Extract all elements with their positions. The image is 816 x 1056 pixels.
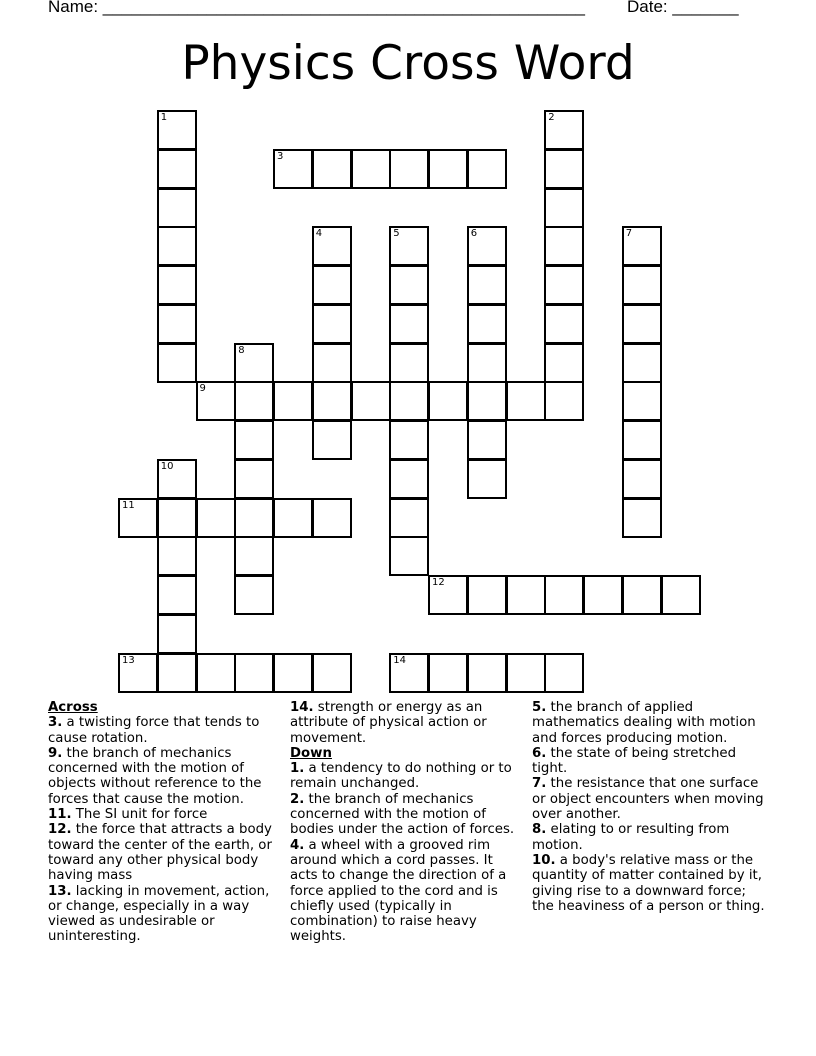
- grid-cell[interactable]: [273, 381, 313, 421]
- grid-cell[interactable]: [273, 149, 313, 189]
- grid-cell[interactable]: [506, 381, 546, 421]
- grid-cell[interactable]: [157, 188, 197, 228]
- clue-across-3: [48, 715, 276, 746]
- grid-cell[interactable]: [389, 265, 429, 305]
- grid-number: 12: [432, 577, 445, 588]
- grid-cell[interactable]: [428, 653, 468, 693]
- grid-cell[interactable]: [312, 381, 352, 421]
- grid-cell[interactable]: [312, 265, 352, 305]
- grid-cell[interactable]: [389, 459, 429, 499]
- grid-cell[interactable]: [622, 381, 662, 421]
- grid-cell[interactable]: [196, 653, 236, 693]
- grid-cell[interactable]: [196, 381, 236, 421]
- clue-number: 14.: [290, 700, 314, 715]
- grid-cell[interactable]: [234, 536, 274, 576]
- grid-cell[interactable]: [544, 343, 584, 383]
- grid-number: 2: [548, 112, 555, 123]
- clue-text: strength or energy as an attribute of physical action or movement.: [290, 700, 487, 746]
- grid-cell[interactable]: [467, 420, 507, 460]
- clue-across-12: [48, 822, 276, 883]
- clues-column-2: [290, 700, 524, 945]
- clues-column-1: [48, 700, 276, 945]
- grid-number: 7: [625, 228, 633, 240]
- grid-cell[interactable]: [622, 304, 662, 344]
- grid-cell[interactable]: [467, 653, 507, 693]
- grid-cell[interactable]: [312, 149, 352, 189]
- clue-down-6: [532, 746, 768, 777]
- grid-cell[interactable]: [467, 149, 507, 189]
- grid-cell[interactable]: [428, 381, 468, 421]
- grid-cell[interactable]: [234, 459, 274, 499]
- grid-cell[interactable]: [118, 653, 158, 693]
- grid-cell[interactable]: [157, 226, 197, 266]
- grid-cell[interactable]: [157, 110, 197, 150]
- grid-cell[interactable]: [428, 149, 468, 189]
- clue-text: The SI unit for force: [75, 807, 208, 823]
- grid-cell[interactable]: [157, 653, 197, 693]
- grid-cell[interactable]: [467, 459, 507, 499]
- grid-number: 1: [160, 112, 168, 123]
- grid-cell[interactable]: [467, 575, 507, 615]
- grid-cell[interactable]: [467, 226, 507, 266]
- clue-text: a twisting force that tends to cause rotation.: [48, 715, 260, 746]
- grid-cell[interactable]: [622, 265, 662, 305]
- grid-number: 6: [470, 228, 478, 240]
- grid-cell[interactable]: [118, 498, 158, 538]
- grid-cell[interactable]: [389, 381, 429, 421]
- grid-number: 14: [393, 654, 406, 666]
- grid-cell[interactable]: [157, 536, 197, 576]
- grid-cell[interactable]: [506, 575, 546, 615]
- grid-cell[interactable]: [312, 343, 352, 383]
- grid-number: 11: [122, 499, 135, 511]
- clue-across-13: [48, 884, 276, 945]
- grid-cell[interactable]: [157, 575, 197, 615]
- date-label: Date:: [627, 0, 673, 16]
- clues-column-3: [532, 700, 768, 914]
- down-heading: Down: [290, 745, 332, 761]
- grid-cell[interactable]: [389, 149, 429, 189]
- grid-cell[interactable]: [157, 498, 197, 538]
- clue-number: 12.: [48, 822, 72, 838]
- clue-down-10: [532, 853, 768, 914]
- grid-cell[interactable]: [234, 575, 274, 615]
- clue-number: 5.: [532, 700, 547, 715]
- clue-number: 7.: [532, 776, 547, 792]
- grid-cell[interactable]: [544, 149, 584, 189]
- clue-number: 9.: [48, 745, 63, 761]
- grid-cell[interactable]: [622, 498, 662, 538]
- name-label: Name:: [48, 0, 103, 16]
- clue-across-14: [290, 700, 524, 746]
- grid-cell[interactable]: [544, 304, 584, 344]
- grid-cell[interactable]: [544, 575, 584, 615]
- grid-cell[interactable]: [312, 226, 352, 266]
- clue-number: 3.: [48, 715, 63, 731]
- clue-number: 8.: [532, 822, 547, 838]
- grid-cell[interactable]: [389, 420, 429, 460]
- grid-cell[interactable]: [234, 420, 274, 460]
- grid-cell[interactable]: [312, 653, 352, 693]
- clue-text: a body's relative mass or the quantity of matter contained by it, giving rise to a downward force; the heaviness of a person or thing.: [532, 852, 765, 914]
- page-title: Physics Cross Word: [181, 36, 635, 91]
- grid-number: 4: [315, 228, 323, 240]
- clue-down-8: [532, 822, 768, 853]
- name-blank[interactable]: ___________________________________________________: [102, 0, 585, 16]
- grid-cell[interactable]: [389, 304, 429, 344]
- grid-cell[interactable]: [351, 381, 391, 421]
- clue-number: 6.: [532, 745, 547, 761]
- clue-text: lacking in movement, action, or change, especially in a way viewed as undesirable or uninteresting.: [48, 883, 270, 945]
- grid-cell[interactable]: [544, 265, 584, 305]
- grid-number: 9: [199, 383, 206, 395]
- grid-cell[interactable]: [544, 381, 584, 421]
- date-blank[interactable]: _______: [672, 0, 739, 16]
- grid-cell[interactable]: [583, 575, 623, 615]
- grid-cell[interactable]: [312, 304, 352, 344]
- clue-number: 4.: [290, 837, 305, 853]
- clue-text: the branch of applied mathematics dealing with motion and forces producing motion.: [532, 700, 756, 746]
- clue-down-1: [290, 761, 524, 792]
- grid-cell[interactable]: [234, 343, 274, 383]
- grid-cell[interactable]: [544, 110, 584, 150]
- clue-text: the branch of mechanics concerned with the motion of bodies under the action of forces.: [290, 791, 515, 838]
- grid-cell[interactable]: [467, 343, 507, 383]
- grid-cell[interactable]: [273, 498, 313, 538]
- clue-down-2: [290, 792, 524, 838]
- grid-number: 13: [122, 654, 135, 666]
- grid-cell[interactable]: [234, 498, 274, 538]
- clue-number: 2.: [290, 791, 305, 807]
- grid-cell[interactable]: [467, 265, 507, 305]
- grid-number: 10: [160, 460, 174, 472]
- clue-text: a wheel with a grooved rim around which a cord passes. It acts to change the direction of a force applied to the cord and is chiefly used (typically in combination) to raise heavy weights.: [290, 837, 507, 945]
- clue-number: 1.: [290, 761, 305, 777]
- grid-cell[interactable]: [196, 498, 236, 538]
- grid-cell[interactable]: [467, 304, 507, 344]
- grid-cell[interactable]: [544, 226, 584, 266]
- grid-cell[interactable]: [157, 149, 197, 189]
- clue-number: 13.: [48, 883, 72, 899]
- clue-down-7: [532, 776, 768, 822]
- grid-cell[interactable]: [389, 343, 429, 383]
- grid-cell[interactable]: [312, 420, 352, 460]
- grid-cell[interactable]: [157, 343, 197, 383]
- grid-cell[interactable]: [544, 188, 584, 228]
- clue-across-9: [48, 746, 276, 807]
- grid-cell[interactable]: [273, 653, 313, 693]
- clue-number: 11.: [48, 807, 72, 823]
- grid-cell[interactable]: [544, 653, 584, 693]
- clue-text: the force that attracts a body toward the center of the earth, or toward any other physical body having mass: [48, 822, 272, 884]
- grid-cell[interactable]: [389, 498, 429, 538]
- grid-cell[interactable]: [312, 498, 352, 538]
- clue-across-11: [48, 807, 276, 822]
- grid-cell[interactable]: [389, 536, 429, 576]
- grid-cell[interactable]: [506, 653, 546, 693]
- grid-number: 5: [393, 228, 400, 240]
- across-heading: Across: [48, 700, 98, 715]
- grid-cell[interactable]: [157, 304, 197, 344]
- grid-cell[interactable]: [389, 653, 429, 693]
- grid-cell[interactable]: [351, 149, 391, 189]
- grid-cell[interactable]: [157, 459, 197, 499]
- grid-cell[interactable]: [622, 420, 662, 460]
- grid-number: 3: [277, 150, 284, 162]
- clue-text: the resistance that one surface or object encounters when moving over another.: [532, 776, 764, 823]
- clue-text: a tendency to do nothing or to remain unchanged.: [290, 761, 512, 792]
- grid-cell[interactable]: [389, 226, 429, 266]
- grid-cell[interactable]: [622, 343, 662, 383]
- grid-cell[interactable]: [157, 265, 197, 305]
- clue-text: the state of being stretched tight.: [532, 745, 737, 777]
- clue-down-4: [290, 838, 524, 945]
- clue-text: the branch of mechanics concerned with the motion of objects without reference to the forces that cause the motion.: [48, 745, 262, 807]
- grid-number: 8: [238, 344, 245, 356]
- clue-text: elating to or resulting from motion.: [532, 822, 730, 853]
- grid-cell[interactable]: [622, 459, 662, 499]
- clue-number: 10.: [532, 852, 556, 868]
- grid-cell[interactable]: [467, 381, 507, 421]
- grid-cell[interactable]: [234, 381, 274, 421]
- grid-cell[interactable]: [157, 614, 197, 654]
- grid-cell[interactable]: [622, 575, 662, 615]
- grid-cell[interactable]: [234, 653, 274, 693]
- grid-cell[interactable]: [622, 226, 662, 266]
- grid-cell[interactable]: [661, 575, 701, 615]
- grid-cell[interactable]: [428, 575, 468, 615]
- clue-down-5: [532, 700, 768, 746]
